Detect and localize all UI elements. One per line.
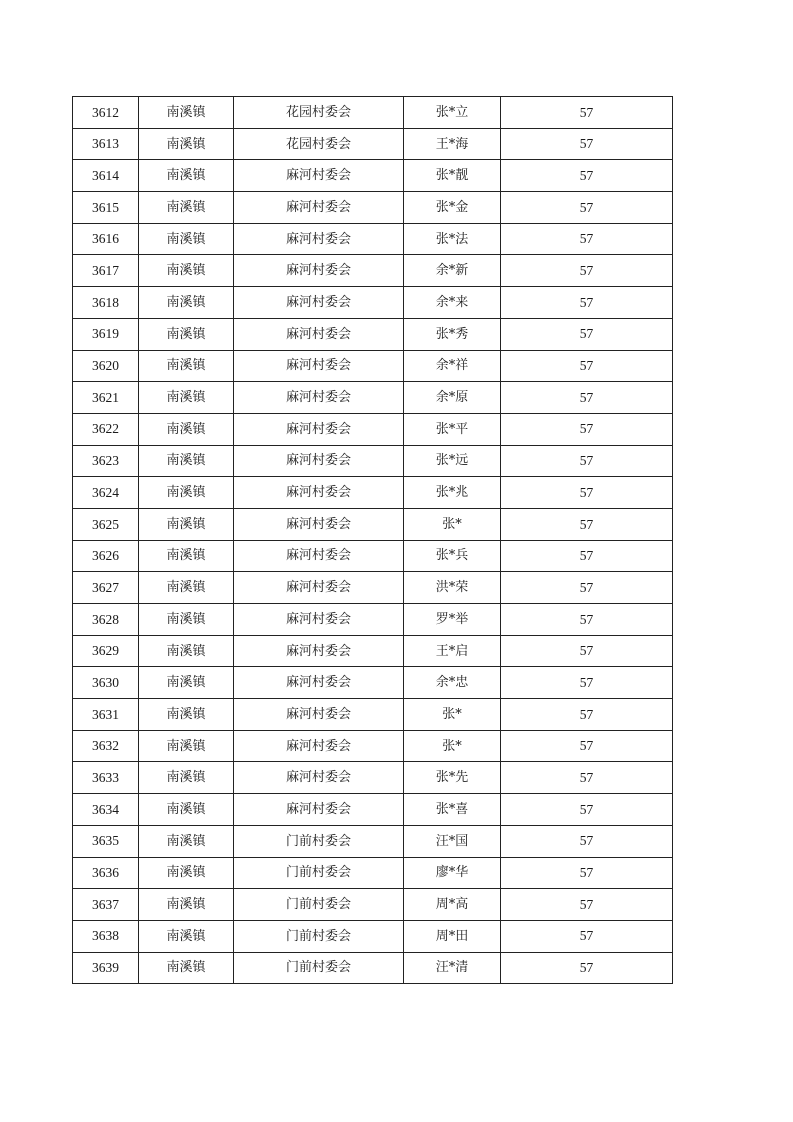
- amount-cell: 57: [501, 889, 673, 921]
- amount-cell: 57: [501, 318, 673, 350]
- amount-cell: 57: [501, 160, 673, 192]
- table-row: [73, 255, 673, 287]
- person-name-cell: 张*法: [404, 223, 501, 255]
- table-row: [73, 730, 673, 762]
- town-cell: 南溪镇: [139, 825, 234, 857]
- table-row: [73, 192, 673, 224]
- row-number-cell: 3639: [73, 952, 139, 984]
- person-name-cell: 罗*举: [404, 604, 501, 636]
- person-name-cell: 廖*华: [404, 857, 501, 889]
- row-number-cell: 3626: [73, 540, 139, 572]
- amount-cell: 57: [501, 699, 673, 731]
- town-cell: 南溪镇: [139, 540, 234, 572]
- town-cell: 南溪镇: [139, 730, 234, 762]
- town-cell: 南溪镇: [139, 97, 234, 129]
- amount-cell: 57: [501, 572, 673, 604]
- village-committee-cell: 麻河村委会: [234, 413, 404, 445]
- person-name-cell: 余*来: [404, 287, 501, 319]
- person-name-cell: 张*兆: [404, 477, 501, 509]
- row-number-cell: 3617: [73, 255, 139, 287]
- town-cell: 南溪镇: [139, 350, 234, 382]
- person-name-cell: 余*祥: [404, 350, 501, 382]
- town-cell: 南溪镇: [139, 699, 234, 731]
- village-committee-cell: 麻河村委会: [234, 762, 404, 794]
- amount-cell: 57: [501, 794, 673, 826]
- row-number-cell: 3623: [73, 445, 139, 477]
- row-number-cell: 3630: [73, 667, 139, 699]
- village-committee-cell: 门前村委会: [234, 952, 404, 984]
- town-cell: 南溪镇: [139, 762, 234, 794]
- person-name-cell: 张*远: [404, 445, 501, 477]
- person-name-cell: 汪*清: [404, 952, 501, 984]
- town-cell: 南溪镇: [139, 952, 234, 984]
- village-committee-cell: 麻河村委会: [234, 508, 404, 540]
- row-number-cell: 3632: [73, 730, 139, 762]
- table-row: [73, 287, 673, 319]
- village-committee-cell: 花园村委会: [234, 97, 404, 129]
- village-committee-cell: 麻河村委会: [234, 667, 404, 699]
- village-committee-cell: 麻河村委会: [234, 730, 404, 762]
- roster-table-body: [73, 97, 673, 984]
- town-cell: 南溪镇: [139, 604, 234, 636]
- amount-cell: 57: [501, 445, 673, 477]
- row-number-cell: 3637: [73, 889, 139, 921]
- person-name-cell: 余*原: [404, 382, 501, 414]
- village-committee-cell: 花园村委会: [234, 128, 404, 160]
- row-number-cell: 3629: [73, 635, 139, 667]
- table-row: [73, 445, 673, 477]
- row-number-cell: 3622: [73, 413, 139, 445]
- table-row: [73, 825, 673, 857]
- amount-cell: 57: [501, 762, 673, 794]
- amount-cell: 57: [501, 97, 673, 129]
- village-committee-cell: 麻河村委会: [234, 572, 404, 604]
- village-committee-cell: 麻河村委会: [234, 382, 404, 414]
- table-row: [73, 572, 673, 604]
- row-number-cell: 3620: [73, 350, 139, 382]
- row-number-cell: 3616: [73, 223, 139, 255]
- table-row: [73, 508, 673, 540]
- town-cell: 南溪镇: [139, 920, 234, 952]
- amount-cell: 57: [501, 350, 673, 382]
- town-cell: 南溪镇: [139, 667, 234, 699]
- row-number-cell: 3633: [73, 762, 139, 794]
- row-number-cell: 3634: [73, 794, 139, 826]
- person-name-cell: 王*启: [404, 635, 501, 667]
- row-number-cell: 3614: [73, 160, 139, 192]
- town-cell: 南溪镇: [139, 794, 234, 826]
- town-cell: 南溪镇: [139, 413, 234, 445]
- town-cell: 南溪镇: [139, 255, 234, 287]
- village-committee-cell: 麻河村委会: [234, 604, 404, 636]
- person-name-cell: 余*忠: [404, 667, 501, 699]
- village-committee-cell: 门前村委会: [234, 889, 404, 921]
- table-row: [73, 667, 673, 699]
- amount-cell: 57: [501, 192, 673, 224]
- town-cell: 南溪镇: [139, 572, 234, 604]
- roster-table: [72, 96, 673, 984]
- row-number-cell: 3612: [73, 97, 139, 129]
- amount-cell: 57: [501, 730, 673, 762]
- village-committee-cell: 麻河村委会: [234, 192, 404, 224]
- village-committee-cell: 麻河村委会: [234, 540, 404, 572]
- table-row: [73, 128, 673, 160]
- row-number-cell: 3624: [73, 477, 139, 509]
- village-committee-cell: 门前村委会: [234, 920, 404, 952]
- table-row: [73, 952, 673, 984]
- village-committee-cell: 门前村委会: [234, 825, 404, 857]
- row-number-cell: 3619: [73, 318, 139, 350]
- town-cell: 南溪镇: [139, 889, 234, 921]
- town-cell: 南溪镇: [139, 160, 234, 192]
- table-row: [73, 350, 673, 382]
- table-row: [73, 160, 673, 192]
- table-row: [73, 857, 673, 889]
- amount-cell: 57: [501, 287, 673, 319]
- table-row: [73, 920, 673, 952]
- person-name-cell: 洪*荣: [404, 572, 501, 604]
- row-number-cell: 3627: [73, 572, 139, 604]
- amount-cell: 57: [501, 540, 673, 572]
- table-row: [73, 540, 673, 572]
- table-row: [73, 97, 673, 129]
- village-committee-cell: 麻河村委会: [234, 287, 404, 319]
- town-cell: 南溪镇: [139, 128, 234, 160]
- person-name-cell: 张*: [404, 699, 501, 731]
- amount-cell: 57: [501, 667, 673, 699]
- village-committee-cell: 麻河村委会: [234, 477, 404, 509]
- table-row: [73, 382, 673, 414]
- amount-cell: 57: [501, 825, 673, 857]
- row-number-cell: 3625: [73, 508, 139, 540]
- person-name-cell: 余*新: [404, 255, 501, 287]
- amount-cell: 57: [501, 508, 673, 540]
- row-number-cell: 3628: [73, 604, 139, 636]
- amount-cell: 57: [501, 255, 673, 287]
- village-committee-cell: 麻河村委会: [234, 160, 404, 192]
- amount-cell: 57: [501, 635, 673, 667]
- table-row: [73, 635, 673, 667]
- table-row: [73, 318, 673, 350]
- table-row: [73, 762, 673, 794]
- village-committee-cell: 麻河村委会: [234, 255, 404, 287]
- person-name-cell: 王*海: [404, 128, 501, 160]
- town-cell: 南溪镇: [139, 223, 234, 255]
- row-number-cell: 3615: [73, 192, 139, 224]
- table-row: [73, 794, 673, 826]
- village-committee-cell: 麻河村委会: [234, 223, 404, 255]
- amount-cell: 57: [501, 857, 673, 889]
- table-row: [73, 477, 673, 509]
- table-row: [73, 413, 673, 445]
- town-cell: 南溪镇: [139, 477, 234, 509]
- village-committee-cell: 门前村委会: [234, 857, 404, 889]
- village-committee-cell: 麻河村委会: [234, 794, 404, 826]
- row-number-cell: 3613: [73, 128, 139, 160]
- town-cell: 南溪镇: [139, 318, 234, 350]
- amount-cell: 57: [501, 952, 673, 984]
- amount-cell: 57: [501, 128, 673, 160]
- amount-cell: 57: [501, 604, 673, 636]
- person-name-cell: 张*平: [404, 413, 501, 445]
- person-name-cell: 张*喜: [404, 794, 501, 826]
- person-name-cell: 张*先: [404, 762, 501, 794]
- person-name-cell: 张*金: [404, 192, 501, 224]
- person-name-cell: 张*立: [404, 97, 501, 129]
- row-number-cell: 3636: [73, 857, 139, 889]
- town-cell: 南溪镇: [139, 287, 234, 319]
- town-cell: 南溪镇: [139, 382, 234, 414]
- person-name-cell: 张*: [404, 730, 501, 762]
- person-name-cell: 周*高: [404, 889, 501, 921]
- table-row: [73, 223, 673, 255]
- town-cell: 南溪镇: [139, 857, 234, 889]
- row-number-cell: 3631: [73, 699, 139, 731]
- town-cell: 南溪镇: [139, 445, 234, 477]
- person-name-cell: 张*: [404, 508, 501, 540]
- person-name-cell: 张*秀: [404, 318, 501, 350]
- person-name-cell: 张*兵: [404, 540, 501, 572]
- town-cell: 南溪镇: [139, 192, 234, 224]
- row-number-cell: 3635: [73, 825, 139, 857]
- amount-cell: 57: [501, 920, 673, 952]
- row-number-cell: 3638: [73, 920, 139, 952]
- table-row: [73, 889, 673, 921]
- village-committee-cell: 麻河村委会: [234, 635, 404, 667]
- amount-cell: 57: [501, 413, 673, 445]
- amount-cell: 57: [501, 223, 673, 255]
- person-name-cell: 张*靓: [404, 160, 501, 192]
- town-cell: 南溪镇: [139, 508, 234, 540]
- person-name-cell: 汪*国: [404, 825, 501, 857]
- person-name-cell: 周*田: [404, 920, 501, 952]
- village-committee-cell: 麻河村委会: [234, 445, 404, 477]
- table-row: [73, 699, 673, 731]
- village-committee-cell: 麻河村委会: [234, 318, 404, 350]
- row-number-cell: 3621: [73, 382, 139, 414]
- row-number-cell: 3618: [73, 287, 139, 319]
- village-committee-cell: 麻河村委会: [234, 699, 404, 731]
- town-cell: 南溪镇: [139, 635, 234, 667]
- village-committee-cell: 麻河村委会: [234, 350, 404, 382]
- amount-cell: 57: [501, 382, 673, 414]
- table-row: [73, 604, 673, 636]
- amount-cell: 57: [501, 477, 673, 509]
